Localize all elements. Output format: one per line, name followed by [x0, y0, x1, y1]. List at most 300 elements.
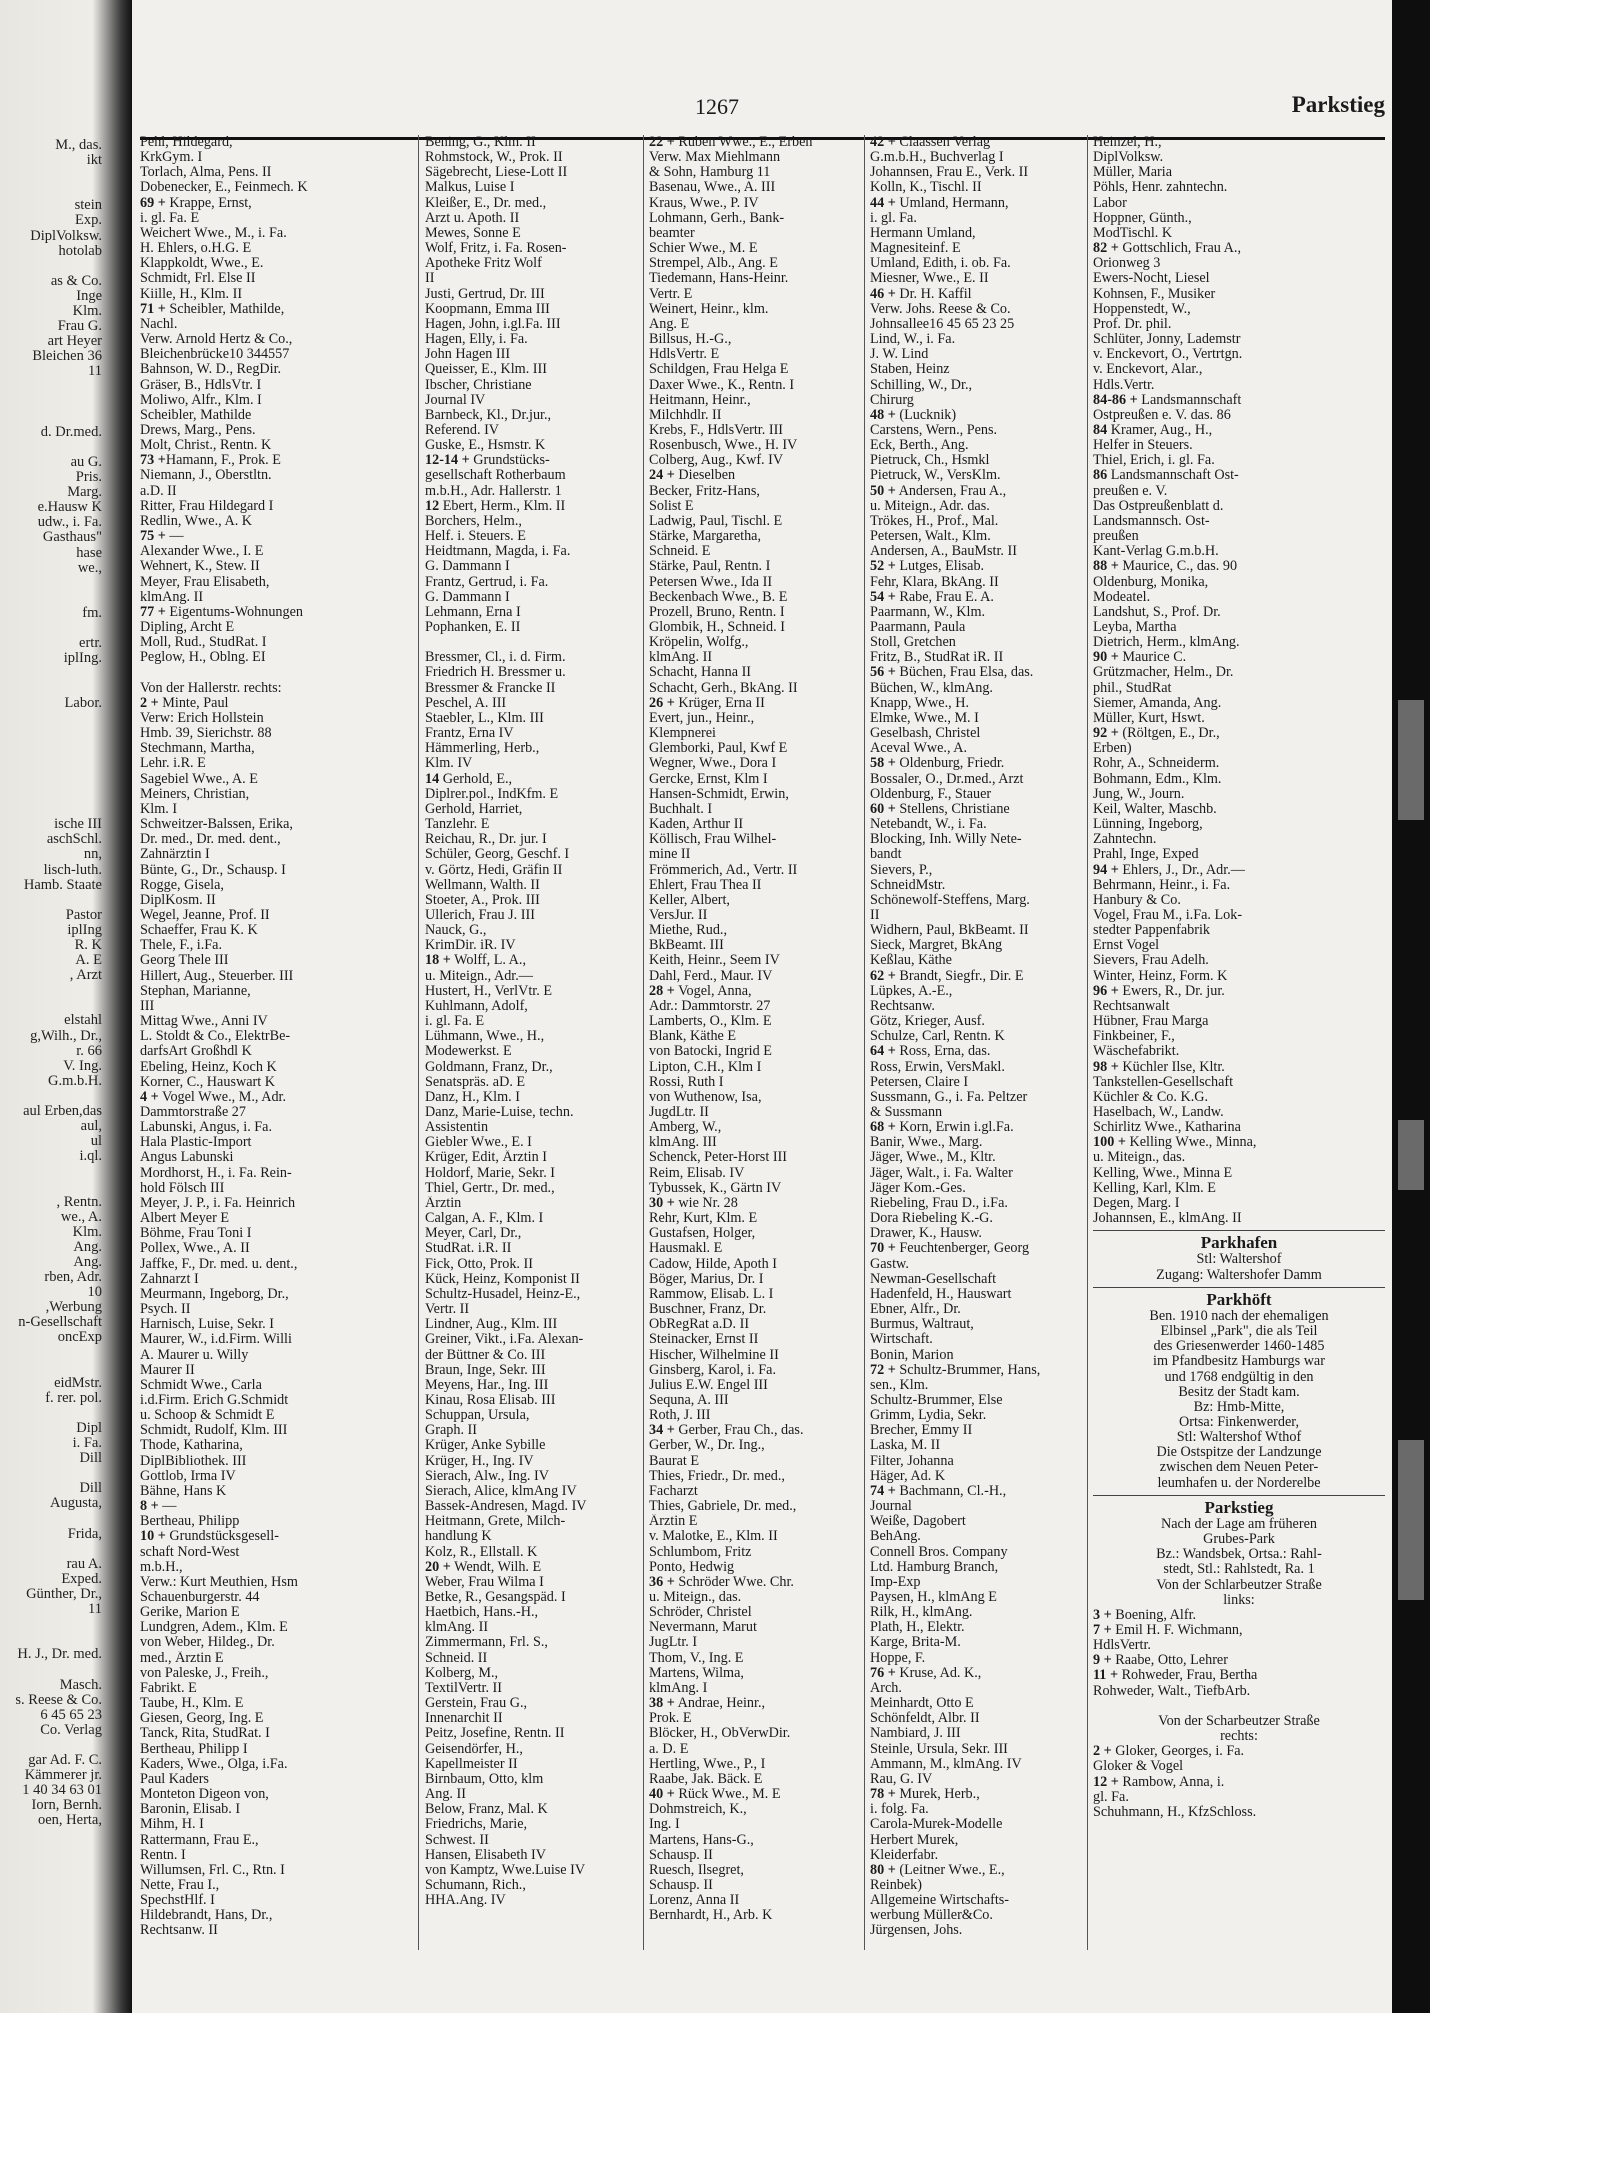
directory-entry: Hala Plastic-Import	[140, 1135, 252, 1151]
directory-entry: DiplBibliothek. III	[140, 1453, 247, 1469]
parkstieg-line: links:	[1223, 1592, 1255, 1608]
directory-entry: Lünning, Ingeborg,	[1093, 817, 1203, 833]
directory-entry: Bassek-Andresen, Magd. IV	[425, 1499, 587, 1515]
parkhoeft-line: Ben. 1910 nach der ehemaligen	[1149, 1308, 1329, 1324]
facing-page-line: Pastor	[65, 906, 102, 923]
directory-entry: Referend. IV	[425, 422, 500, 438]
directory-entry: G.m.b.H., Buchverlag I	[870, 150, 1004, 166]
directory-entry: Hermann Umland,	[870, 225, 976, 241]
facing-page-line	[0, 893, 132, 908]
directory-entry: Zahntechn.	[1093, 832, 1157, 848]
directory-entry: Thom, V., Ing. E	[649, 1650, 744, 1666]
directory-entry: u. Schoop & Schmidt E	[140, 1408, 275, 1424]
directory-entry: Kröpelin, Wolfg.,	[649, 635, 749, 651]
directory-entry: Meyer, Carl, Dr.,	[425, 1226, 522, 1242]
directory-entry: Thiel, Gertr., Dr. med.,	[425, 1180, 555, 1196]
section-rule	[1093, 1287, 1385, 1288]
directory-entry: Häger, Ad. K	[870, 1468, 946, 1484]
parkstieg-line: stedt, Stl.: Rahlstedt, Ra. 1	[1163, 1562, 1315, 1578]
directory-entry: 96 + Ewers, R., Dr. jur.	[1093, 983, 1225, 999]
directory-entry: Kapellmeister II	[425, 1756, 518, 1772]
facing-page-line	[0, 440, 132, 455]
directory-entry: 54 + Rabe, Frau E. A.	[870, 589, 994, 605]
directory-entry: Strempel, Alb., Ang. E	[649, 256, 778, 272]
directory-entry: Schneid. II	[425, 1650, 488, 1666]
directory-entry: Giebler Wwe., E. I	[425, 1135, 532, 1151]
facing-page-line: Klm.	[72, 1223, 102, 1240]
directory-entry: Trökes, H., Prof., Mal.	[870, 513, 999, 529]
directory-entry: Hmb. 39, Sierichstr. 88	[140, 726, 272, 742]
directory-entry: u. Miteign., das.	[1093, 1150, 1186, 1166]
directory-entry: Gastw.	[870, 1256, 909, 1272]
directory-entry: Ibscher, Christiane	[425, 377, 532, 393]
parkhoeft-line: Besitz der Stadt kam.	[1178, 1384, 1300, 1400]
directory-entry: Gercke, Ernst, Klm I	[649, 771, 768, 787]
directory-entry: G. Dammann I	[425, 559, 510, 575]
facing-page-line: iplIng	[67, 921, 102, 938]
directory-entry: Julius E.W. Engel III	[649, 1377, 768, 1393]
directory-entry: Kleiderfabr.	[870, 1847, 939, 1863]
directory-entry: 69 + Krappe, Ernst,	[140, 195, 252, 211]
directory-entry: v. Enckevort, O., Vertrtgn.	[1093, 347, 1243, 363]
facing-page-line: Dipl	[76, 1419, 102, 1436]
directory-entry: Grützmacher, Helm., Dr.	[1093, 665, 1234, 681]
facing-page-line: as & Co.	[50, 272, 102, 289]
facing-page-line: aschSchl.	[46, 831, 102, 848]
directory-entry: Angus Labunski	[140, 1150, 234, 1166]
facing-page-line	[0, 681, 132, 696]
directory-entry: Sagebiel Wwe., A. E	[140, 771, 258, 787]
directory-entry: Buschner, Franz, Dr.	[649, 1302, 767, 1318]
column-2	[425, 135, 637, 1950]
directory-entry: Bressmer & Francke II	[425, 680, 556, 696]
directory-entry: Ärztin E	[649, 1514, 698, 1530]
directory-entry: Dipling, Archt E	[140, 620, 235, 635]
directory-entry: Steinle, Ursula, Sekr. III	[870, 1741, 1008, 1757]
directory-entry: Zahnärztin I	[140, 847, 210, 863]
section-rule	[1093, 1495, 1385, 1496]
directory-entry: Kuhlmann, Adolf,	[425, 998, 528, 1014]
directory-entry: 60 + Stellens, Christiane	[870, 801, 1010, 817]
directory-entry: Dahl, Ferd., Maur. IV	[649, 968, 773, 984]
directory-entry: Moliwo, Alfr., Klm. I	[140, 392, 262, 408]
facing-page-line: nn,	[83, 846, 102, 863]
directory-entry: KrimDir. iR. IV	[425, 938, 516, 954]
directory-entry: Finkbeiner, F.,	[1093, 1029, 1175, 1045]
facing-page-line: A. E	[75, 952, 102, 969]
column-divider	[864, 135, 865, 1950]
directory-entry: Paul Kaders	[140, 1771, 209, 1787]
parkhoeft-line: zwischen dem Neuen Peter-	[1159, 1460, 1319, 1476]
directory-entry: i. gl. Fa.	[870, 210, 917, 226]
directory-entry: Elmke, Wwe., M. I	[870, 710, 979, 726]
directory-entry: StudRat. i.R. II	[425, 1241, 512, 1257]
directory-entry: HHA.Ang. IV	[425, 1893, 506, 1909]
directory-entry: Raabe, Jak. Bäck. E	[649, 1771, 763, 1787]
directory-entry: Frömmerich, Ad., Vertr. II	[649, 862, 798, 878]
directory-entry: Senatspräs. aD. E	[425, 1074, 526, 1090]
directory-entry: Verw.: Kurt Meuthien, Hsm	[140, 1574, 298, 1590]
directory-entry: 86 Landsmannschaft Ost-	[1093, 468, 1239, 484]
directory-entry: Klm. I	[140, 801, 178, 817]
directory-entry: Keller, Albert,	[649, 892, 730, 908]
directory-entry: i. gl. Fa. E	[140, 210, 200, 226]
directory-entry: Drews, Marg., Pens.	[140, 422, 256, 438]
directory-entry: Daxer Wwe., K., Rentn. I	[649, 377, 795, 393]
directory-entry: Hdls.Vertr.	[1093, 377, 1155, 393]
directory-entry: Carola-Murek-Modelle	[870, 1817, 1003, 1833]
directory-entry: Bening, G., Klm. II	[425, 135, 536, 150]
facing-page-line: ische III	[54, 816, 102, 833]
directory-entry: Hanbury & Co.	[1093, 892, 1181, 908]
directory-entry: Wäschefabrikt.	[1093, 1044, 1180, 1060]
facing-page-line: Ang.	[73, 1253, 102, 1270]
directory-entry: Wegel, Jeanne, Prof. II	[140, 907, 270, 923]
directory-entry: Ginsberg, Karol, i. Fa.	[649, 1362, 777, 1378]
directory-entry: Danz, Marie-Luise, techn.	[425, 1105, 574, 1120]
directory-entry: Bähne, Hans K	[140, 1483, 227, 1499]
directory-entry: Eck, Berth., Ang.	[870, 438, 969, 454]
directory-entry: 50 + Andersen, Frau A.,	[870, 483, 1007, 499]
directory-entry: A. Maurer u. Willy	[140, 1347, 249, 1363]
directory-entry: II	[425, 271, 435, 287]
directory-entry: Mihm, H. I	[140, 1817, 204, 1833]
facing-page-line: f. rer. pol.	[45, 1389, 102, 1406]
parkhafen-line: Zugang: Waltershofer Damm	[1156, 1267, 1322, 1283]
directory-entry: Meyer, Frau Elisabeth,	[140, 574, 270, 590]
facing-page-line	[0, 772, 132, 787]
directory-entry: Schirlitz Wwe., Katharina	[1093, 1120, 1241, 1136]
directory-entry: Lohmann, Gerh., Bank-	[649, 210, 785, 226]
facing-page-line	[0, 1542, 132, 1557]
directory-entry: Amberg, W.,	[649, 1120, 722, 1136]
facing-page-line	[0, 712, 132, 727]
directory-entry: Holdorf, Marie, Sekr. I	[425, 1165, 556, 1181]
directory-entry: Jung, W., Journ.	[1093, 786, 1185, 802]
directory-entry: Orionweg 3	[1093, 256, 1161, 272]
directory-entry: Ladwig, Paul, Tischl. E	[649, 513, 783, 529]
directory-entry: Bertheau, Philipp I	[140, 1741, 248, 1757]
directory-entry: klmAng. II	[425, 1620, 489, 1636]
facing-page-line: Co. Verlag	[40, 1721, 102, 1738]
directory-entry: Rossi, Ruth I	[649, 1074, 724, 1090]
facing-page-line: Hamb. Staate	[23, 876, 102, 893]
facing-page-line: R. K	[74, 936, 102, 953]
facing-page-line: iplIng.	[63, 650, 102, 667]
directory-entry: Prok. E	[649, 1711, 692, 1727]
directory-entry: Justi, Gertrud, Dr. III	[425, 286, 545, 302]
directory-entry: klmAng. II	[649, 650, 713, 666]
directory-entry: Kleißer, E., Dr. med.,	[425, 195, 547, 211]
directory-entry: Vogel, Frau M., i.Fa. Lok-	[1093, 907, 1243, 923]
facing-page-line: Dill	[79, 1480, 102, 1497]
directory-entry: Rohmstock, W., Prok. II	[425, 150, 563, 166]
directory-entry: Landshut, S., Prof. Dr.	[1093, 604, 1221, 620]
directory-entry: Milchhdlr. II	[649, 407, 722, 423]
facing-page-line: Kämmerer jr.	[24, 1767, 102, 1784]
directory-entry: phil., StudRat	[1093, 680, 1172, 696]
directory-entry: Laska, M. II	[870, 1438, 941, 1454]
parkhoeft-text	[1093, 1309, 1385, 1491]
directory-entry: Giesen, Georg, Ing. E	[140, 1711, 264, 1727]
directory-entry: Pöhls, Henr. zahntechn.	[1093, 180, 1228, 196]
facing-page-line	[0, 1662, 132, 1677]
facing-page-line: Dill	[79, 1450, 102, 1467]
directory-entry: Miethe, Rud.,	[649, 923, 728, 939]
directory-entry: DiplVolksw.	[1093, 150, 1164, 166]
directory-entry: 90 + Maurice C.	[1093, 650, 1187, 666]
directory-entry: Böhme, Frau Toni I	[140, 1226, 252, 1242]
directory-entry: Heinzel, H.,	[1093, 135, 1162, 150]
directory-entry: Bünte, G., Dr., Schausp. I	[140, 862, 286, 878]
directory-entry: Helf. i. Steuers. E	[425, 529, 526, 545]
parkstieg-line: 12 + Rambow, Anna, i.	[1093, 1774, 1225, 1790]
directory-entry: Fritz, B., StudRat iR. II	[870, 650, 1004, 666]
directory-entry: VersJur. II	[649, 907, 708, 923]
directory-entry: Nachl.	[140, 316, 178, 332]
directory-entry: mine II	[649, 847, 691, 863]
directory-entry: Lindner, Aug., Klm. III	[425, 1317, 558, 1333]
directory-entry: Leyba, Martha	[1093, 620, 1177, 635]
facing-page-line	[0, 259, 132, 274]
directory-entry: 44 + Umland, Hermann,	[870, 195, 1009, 211]
directory-entry: Ehlert, Frau Thea II	[649, 877, 762, 893]
directory-entry: Lehmann, Erna I	[425, 604, 521, 620]
directory-entry: beamter	[649, 225, 695, 241]
directory-entry: Nauck, G.,	[425, 923, 487, 939]
directory-entry: Kück, Heinz, Komponist II	[425, 1271, 580, 1287]
directory-entry: Meyer, J. P., i. Fa. Heinrich	[140, 1195, 296, 1211]
directory-entry: 26 + Krüger, Erna II	[649, 695, 765, 711]
facing-page-line: Masch.	[59, 1676, 102, 1693]
directory-entry: Cadow, Hilde, Apoth I	[649, 1256, 777, 1272]
directory-entry: H. Ehlers, o.H.G. E	[140, 241, 252, 257]
directory-entry: Ross, Erwin, VersMakl.	[870, 1059, 1005, 1075]
directory-entry: Wirtschaft.	[870, 1332, 933, 1348]
parkstieg-line: Von der Schlarbeutzer Straße	[1156, 1577, 1322, 1593]
directory-entry: Kiille, H., Klm. II	[140, 286, 243, 302]
facing-page-line	[0, 802, 132, 817]
directory-entry: 100 + Kelling Wwe., Minna,	[1093, 1135, 1257, 1151]
directory-entry: Queisser, E., Klm. III	[425, 362, 547, 378]
directory-entry: Koopmann, Emma III	[425, 301, 550, 317]
directory-entry: Lehr. i.R. E	[140, 756, 206, 772]
directory-entry: Sussmann, G., i. Fa. Peltzer	[870, 1089, 1028, 1105]
parkstieg-line: 9 + Raabe, Otto, Lehrer	[1093, 1653, 1228, 1669]
directory-entry: Sievers, P.,	[870, 862, 933, 878]
directory-entry: Grimm, Lydia, Sekr.	[870, 1408, 987, 1424]
directory-entry: Krebs, F., HdlsVertr. III	[649, 422, 784, 438]
directory-entry: Schröder, Christel	[649, 1605, 752, 1621]
directory-entry: von Kamptz, Wwe.Luise IV	[425, 1862, 586, 1878]
directory-entry: Netebandt, W., i. Fa.	[870, 817, 987, 833]
directory-entry: 84-86 + Landsmannschaft	[1093, 392, 1242, 408]
directory-entry: Staben, Heinz	[870, 362, 950, 378]
directory-entry: Kinau, Rosa Elisab. III	[425, 1392, 556, 1408]
directory-entry: Calgan, A. F., Klm. I	[425, 1211, 544, 1227]
directory-entry: Hagen, John, i.gl.Fa. III	[425, 316, 561, 332]
directory-entry: 40 + Rück Wwe., M. E	[649, 1787, 781, 1803]
directory-entry: werbung Müller&Co.	[870, 1908, 993, 1924]
directory-entry: Gerike, Marion E	[140, 1605, 240, 1621]
directory-entry: 22 + Ruben Wwe., E., Erben	[649, 135, 813, 150]
directory-entry: Schmidt, Frl. Else II	[140, 271, 256, 287]
facing-page-line: Pris.	[75, 469, 102, 486]
facing-page-line: 6 45 65 23	[40, 1706, 102, 1723]
directory-entry: Meiners, Christian,	[140, 786, 250, 802]
directory-entry: Müller, Maria	[1093, 165, 1173, 181]
directory-entry: Bernhardt, H., Arb. K	[649, 1908, 773, 1924]
directory-entry: Müller, Kurt, Hswt.	[1093, 710, 1205, 726]
page-edge-mark	[1398, 1120, 1424, 1190]
parkstieg-text	[1093, 1517, 1385, 1820]
directory-entry: Wehnert, K., Stew. II	[140, 559, 260, 575]
directory-entry: Friedrich H. Bressmer u.	[425, 665, 566, 681]
facing-page-line	[0, 168, 132, 183]
directory-entry: Schultz-Brummer, Else	[870, 1392, 1003, 1408]
directory-entry: 4 + Vogel Wwe., M., Adr.	[140, 1089, 287, 1105]
directory-entry: Aceval Wwe., A.	[870, 741, 968, 757]
facing-page-line	[0, 1512, 132, 1527]
directory-entry: Connell Bros. Company	[870, 1544, 1008, 1560]
directory-entry: Ltd. Hamburg Branch,	[870, 1559, 999, 1575]
parkstieg-line: Rohweder, Walt., TiefbArb.	[1093, 1683, 1251, 1699]
directory-entry: Stärke, Margaretha,	[649, 529, 762, 545]
directory-entry: von Weber, Hildeg., Dr.	[140, 1635, 275, 1651]
directory-entry: Glombik, H., Schneid. I	[649, 620, 785, 635]
directory-entry: Klm. IV	[425, 756, 473, 772]
directory-entry: Miesner, Wwe., E. II	[870, 271, 989, 287]
directory-entry: Vertr. II	[425, 1302, 470, 1318]
directory-entry: u. Miteign., Adr.—	[425, 968, 533, 984]
directory-entry: Peitz, Josefine, Rentn. II	[425, 1726, 565, 1742]
directory-entry: Rogge, Gisela,	[140, 877, 224, 893]
parkhoeft-line: Die Ostspitze der Landzunge	[1156, 1445, 1322, 1461]
directory-entry: Hansen-Schmidt, Erwin,	[649, 786, 789, 802]
directory-entry: J. W. Lind	[870, 347, 929, 363]
directory-entry: Tankstellen-Gesellschaft	[1093, 1074, 1234, 1090]
facing-page-line: 1 40 34 63 01	[22, 1782, 102, 1799]
facing-page-line: i. Fa.	[72, 1435, 102, 1452]
directory-entry: Bahnson, W. D., RegDir.	[140, 362, 282, 378]
directory-entry: 8 + —	[140, 1499, 177, 1515]
parkstieg-line: 7 + Emil H. F. Wichmann,	[1093, 1623, 1243, 1638]
directory-entry: Kolberg, M.,	[425, 1665, 499, 1681]
directory-entry: DiplKosm. II	[140, 892, 216, 908]
directory-entry: Hoppner, Günth.,	[1093, 210, 1192, 226]
facing-page-line	[0, 757, 132, 772]
parkstieg-line: Bz.: Wandsbek, Ortsa.: Rahl-	[1156, 1547, 1322, 1563]
directory-entry: Johannsen, E., klmAng. II	[1093, 1211, 1242, 1227]
directory-entry: 12-14 + Grundstücks-	[425, 453, 550, 469]
directory-entry: Küchler & Co. K.G.	[1093, 1089, 1209, 1105]
directory-entry: Tanck, Rita, StudRat. I	[140, 1726, 270, 1742]
directory-entry: Rohr, A., Schneiderm.	[1093, 756, 1220, 772]
directory-entry: Stärke, Paul, Rentn. I	[649, 559, 771, 575]
facing-page-line: Exp.	[75, 212, 102, 229]
directory-entry: Kolln, K., Tischl. II	[870, 180, 982, 196]
page-edge-dark	[1392, 0, 1430, 2013]
directory-entry: Psych. II	[140, 1302, 191, 1318]
directory-entry: Bressmer, Cl., i. d. Firm.	[425, 650, 566, 666]
directory-entry: i. gl. Fa. E	[425, 1014, 485, 1030]
directory-entry: Carstens, Wern., Pens.	[870, 422, 998, 438]
directory-entry: Bonin, Marion	[870, 1347, 954, 1363]
directory-entry: 12 Ebert, Herm., Klm. II	[425, 498, 566, 514]
directory-entry: Jäger Kom.-Ges.	[870, 1180, 966, 1196]
facing-page-line	[0, 591, 132, 606]
directory-entry: Kelling, Karl, Klm. E	[1093, 1180, 1216, 1196]
directory-entry: u. Miteign., das.	[649, 1590, 742, 1605]
directory-entry: Ruesch, Ilsegret,	[649, 1862, 744, 1878]
facing-page-line: rau A.	[66, 1555, 102, 1572]
column-divider	[1087, 135, 1088, 1950]
directory-entry: klmAng. III	[649, 1135, 717, 1151]
directory-entry: Hausmakl. E	[649, 1241, 723, 1257]
directory-entry: Landsmannsch. Ost-	[1093, 513, 1210, 529]
directory-entry: Keil, Walter, Maschb.	[1093, 801, 1217, 817]
directory-entry: Dietrich, Herm., klmAng.	[1093, 635, 1240, 651]
directory-entry: 73 +Hamann, F., Prok. E	[140, 453, 281, 469]
directory-entry: Ärztin	[425, 1195, 462, 1211]
directory-entry: Siemer, Amanda, Ang.	[1093, 695, 1222, 711]
parkstieg-line: 2 + Gloker, Georges, i. Fa.	[1093, 1744, 1245, 1760]
directory-entry: Lind, W., i. Fa.	[870, 332, 956, 348]
directory-entry: Sierach, Alice, klmAng IV	[425, 1483, 577, 1499]
facing-page-line: eidMstr.	[54, 1374, 102, 1391]
facing-page-line: , Arzt	[69, 967, 102, 984]
directory-entry: Gerstein, Frau G.,	[425, 1696, 528, 1712]
directory-entry: Frantz, Gertrud, i. Fa.	[425, 574, 549, 590]
facing-page-text	[0, 138, 132, 1829]
directory-entry: & Sussmann	[870, 1105, 943, 1120]
facing-page-line: G.m.b.H.	[48, 1072, 102, 1089]
directory-entry: bandt	[870, 847, 902, 863]
directory-entry: von Batocki, Ingrid E	[649, 1044, 772, 1060]
directory-entry: 62 + Brandt, Siegfr., Dir. E	[870, 968, 1024, 984]
directory-entry: 2 + Minte, Paul	[140, 695, 229, 711]
directory-entry: Fick, Otto, Prok. II	[425, 1256, 533, 1272]
facing-page-line	[0, 727, 132, 742]
directory-entry: hold Fölsch III	[140, 1180, 225, 1196]
facing-page-line: d. Dr.med.	[40, 423, 102, 440]
directory-entry: Pophanken, E. II	[425, 620, 521, 635]
directory-entry: Fehr, Klara, BkAng. II	[870, 574, 999, 590]
directory-entry: Schmidt Wwe., Carla	[140, 1377, 262, 1393]
directory-entry: Erben)	[1093, 741, 1132, 757]
column-4	[870, 135, 1082, 1950]
directory-entry: Andersen, A., BauMstr. II	[870, 544, 1017, 560]
directory-entry: HdlsVertr. E	[649, 347, 720, 363]
parkhoeft-line: des Griesenwerder 1460-1485	[1153, 1339, 1325, 1355]
parkstieg-line: Gloker & Vogel	[1093, 1759, 1184, 1775]
parkstieg-line: HdlsVertr.	[1093, 1638, 1151, 1654]
parkstieg-line: gl. Fa.	[1093, 1789, 1129, 1805]
directory-entry: Rechtsanw.	[870, 998, 935, 1014]
directory-entry: i.d.Firm. Erich G.Schmidt	[140, 1392, 289, 1408]
directory-entry: Guske, E., Hsmstr. K	[425, 438, 546, 454]
directory-entry: 56 + Büchen, Frau Elsa, das.	[870, 665, 1034, 681]
directory-entry: Schuppan, Ursula,	[425, 1408, 530, 1424]
directory-entry: preußen e. V.	[1093, 483, 1168, 499]
directory-entry: Johnsallee16 45 65 23 25	[870, 316, 1015, 332]
directory-entry: Schüler, Georg, Geschf. I	[425, 847, 570, 863]
facing-page-line: Günther, Dr.,	[26, 1586, 102, 1602]
directory-entry: Johannsen, Frau E., Verk. II	[870, 165, 1029, 181]
directory-entry: Schauenburgerstr. 44	[140, 1590, 260, 1605]
directory-entry: Petersen, Walt., Klm.	[870, 529, 991, 545]
directory-entry: 42 + Claassen Verlag	[870, 135, 991, 150]
